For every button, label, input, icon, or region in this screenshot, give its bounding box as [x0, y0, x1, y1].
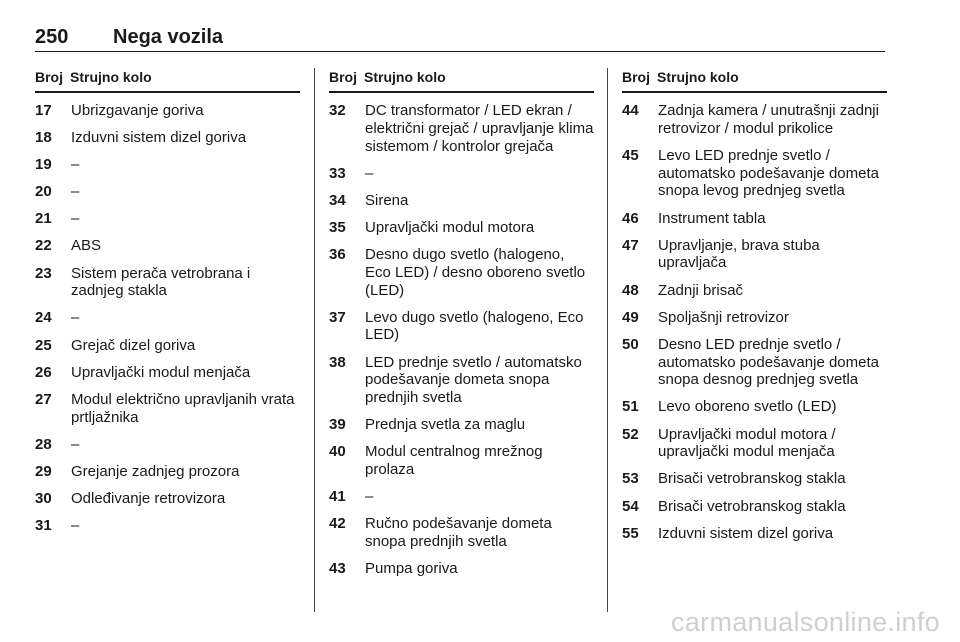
fuse-row [35, 337, 300, 364]
fuse-circuit: – [71, 435, 80, 453]
fuse-row [622, 282, 887, 309]
header-number-label: Broj [329, 69, 357, 85]
fuse-number: 41 [329, 488, 346, 506]
fuse-number: 28 [35, 435, 52, 453]
fuse-circuit: Zadnji brisač [658, 281, 744, 299]
fuse-circuit: – [71, 183, 80, 201]
fuse-number: 22 [35, 237, 52, 255]
fuse-number: 38 [329, 353, 346, 371]
fuse-circuit: Levo dugo svetlo (halogeno, Eco LED) [365, 308, 584, 344]
fuse-number: 47 [622, 236, 639, 254]
fuse-number: 33 [329, 164, 346, 182]
fuse-number: 31 [35, 516, 52, 534]
fuse-row [35, 183, 300, 210]
fuse-row [35, 436, 300, 463]
fuse-circuit: Ubrizgavanje goriva [71, 102, 204, 119]
fuse-number: 18 [35, 129, 52, 147]
fuse-row [622, 147, 887, 210]
fuse-row [622, 336, 887, 399]
fuse-number: 34 [329, 191, 346, 209]
fuse-row [329, 246, 594, 309]
column-divider [607, 68, 608, 612]
fuse-row [329, 515, 594, 560]
fuse-number: 50 [622, 335, 639, 353]
fuse-circuit: Sistem perača vetrobrana i zadnjeg stakla [71, 264, 251, 300]
fuse-number: 32 [329, 102, 346, 119]
fuse-number: 53 [622, 470, 639, 488]
fuse-row [329, 102, 594, 165]
table-header [329, 68, 594, 93]
fuse-circuit: Levo oboreno svetlo (LED) [658, 398, 837, 416]
fuse-circuit: – [71, 516, 80, 534]
table-header [35, 68, 300, 93]
fuse-circuit: Prednja svetla za maglu [365, 416, 526, 434]
fuse-row [35, 129, 300, 156]
fuse-number: 52 [622, 425, 639, 443]
page-title: Nega vozila [113, 26, 224, 48]
fuse-row [622, 525, 887, 552]
fuse-number: 26 [35, 363, 52, 381]
fuse-number: 48 [622, 281, 639, 299]
fuse-circuit: – [71, 210, 80, 228]
fuse-row [35, 102, 300, 129]
fuse-number: 25 [35, 336, 52, 354]
fuse-circuit: Zadnja kamera / unutrašnji zadnji retrovizor / modul prikolice [658, 102, 879, 137]
fuse-number: 30 [35, 489, 52, 507]
fuse-circuit: Desno LED prednje svetlo / automatsko podešavanje dometa snopa desnog prednjeg svetla [658, 335, 879, 389]
fuse-number: 24 [35, 309, 52, 327]
fuse-circuit: Pumpa goriva [365, 560, 458, 578]
fuse-circuit: DC transformator / LED ekran / električni grejač / upravljanje klima sistemom / kontrolor grejača [365, 102, 594, 155]
fuse-circuit: – [365, 488, 374, 506]
fuse-number: 45 [622, 146, 639, 164]
fuse-number: 23 [35, 264, 52, 282]
fuse-circuit: Instrument tabla [658, 209, 766, 227]
fuse-circuit: Brisači vetrobranskog stakla [658, 470, 846, 488]
page-number: 250 [35, 26, 69, 48]
fuse-number: 42 [329, 515, 346, 533]
fuse-row [622, 309, 887, 336]
fuse-row [622, 498, 887, 525]
fuse-row [35, 391, 300, 436]
page-header [35, 26, 885, 52]
fuse-circuit: Upravljački modul motora [365, 218, 535, 236]
fuse-circuit: Modul centralnog mrežnog prolaza [365, 443, 543, 479]
header-circuit-label: Strujno kolo [70, 69, 152, 85]
fuse-circuit: Izduvni sistem dizel goriva [71, 129, 247, 147]
fuse-circuit: Grejač dizel goriva [71, 336, 196, 354]
fuse-row [35, 517, 300, 544]
fuse-number: 54 [622, 497, 639, 515]
fuse-rows [35, 102, 300, 544]
fuse-row [622, 426, 887, 471]
header-number-label: Broj [35, 69, 63, 85]
watermark: carmanualsonline.info [671, 607, 940, 637]
fuse-rows [622, 102, 887, 552]
fuse-row [622, 470, 887, 497]
fuse-circuit: ABS [71, 237, 102, 255]
fuse-row [329, 219, 594, 246]
fuse-circuit: Upravljački modul menjača [71, 363, 251, 381]
fuse-row [329, 488, 594, 515]
fuse-table-column-2 [329, 68, 594, 587]
fuse-circuit: Grejanje zadnjeg prozora [71, 462, 240, 480]
fuse-row [35, 265, 300, 310]
fuse-row [35, 237, 300, 264]
fuse-circuit: Ručno podešavanje dometa snopa prednjih svetla [365, 515, 552, 551]
fuse-circuit: Upravljanje, brava stuba upravljača [658, 236, 820, 272]
fuse-row [329, 309, 594, 354]
fuse-circuit: LED prednje svetlo / automatsko podešavanje dometa snopa prednjih svetla [365, 353, 582, 407]
fuse-table-column-3 [622, 68, 887, 552]
fuse-circuit: Upravljački modul motora / upravljački modul menjača [658, 425, 836, 461]
fuse-row [329, 416, 594, 443]
fuse-circuit: Levo LED prednje svetlo / automatsko podešavanje dometa snopa levog prednjeg svetla [658, 146, 879, 200]
fuse-number: 40 [329, 443, 346, 461]
fuse-circuit: – [71, 309, 80, 327]
fuse-circuit: – [71, 156, 80, 174]
fuse-row [622, 210, 887, 237]
fuse-number: 49 [622, 308, 639, 326]
fuse-number: 20 [35, 183, 52, 201]
fuse-number: 29 [35, 462, 52, 480]
fuse-number: 39 [329, 416, 346, 434]
fuse-circuit: Desno dugo svetlo (halogeno, Eco LED) / desno oboreno svetlo (LED) [365, 245, 586, 299]
fuse-row [35, 490, 300, 517]
fuse-rows [329, 102, 594, 587]
table-header [622, 68, 887, 93]
fuse-circuit: Brisači vetrobranskog stakla [658, 497, 846, 515]
fuse-circuit: Modul električno upravljanih vrata prtljažnika [71, 390, 295, 426]
fuse-row [35, 463, 300, 490]
fuse-number: 36 [329, 245, 346, 263]
header-circuit-label: Strujno kolo [364, 69, 446, 85]
fuse-row [329, 443, 594, 488]
fuse-number: 55 [622, 524, 639, 542]
fuse-row [329, 354, 594, 417]
fuse-circuit: Odleđivanje retrovizora [71, 489, 226, 507]
fuse-row [622, 237, 887, 282]
fuse-row [622, 398, 887, 425]
fuse-number: 21 [35, 210, 52, 228]
fuse-circuit: Sirena [365, 191, 409, 209]
fuse-number: 17 [35, 102, 52, 119]
fuse-row [35, 364, 300, 391]
fuse-row [35, 309, 300, 336]
fuse-number: 27 [35, 390, 52, 408]
fuse-number: 46 [622, 209, 639, 227]
fuse-number: 19 [35, 156, 52, 174]
fuse-row [622, 102, 887, 147]
fuse-row [329, 165, 594, 192]
fuse-circuit: Izduvni sistem dizel goriva [658, 524, 834, 542]
fuse-table-column-1 [35, 68, 300, 544]
fuse-circuit: – [365, 164, 374, 182]
fuse-row [329, 560, 594, 587]
fuse-row [329, 192, 594, 219]
fuse-number: 43 [329, 560, 346, 578]
fuse-number: 37 [329, 308, 346, 326]
column-divider [314, 68, 315, 612]
fuse-number: 44 [622, 102, 639, 119]
fuse-row [35, 156, 300, 183]
fuse-row [35, 210, 300, 237]
fuse-number: 51 [622, 398, 639, 416]
header-number-label: Broj [622, 69, 650, 85]
fuse-number: 35 [329, 218, 346, 236]
header-circuit-label: Strujno kolo [657, 69, 739, 85]
fuse-circuit: Spoljašnji retrovizor [658, 308, 789, 326]
